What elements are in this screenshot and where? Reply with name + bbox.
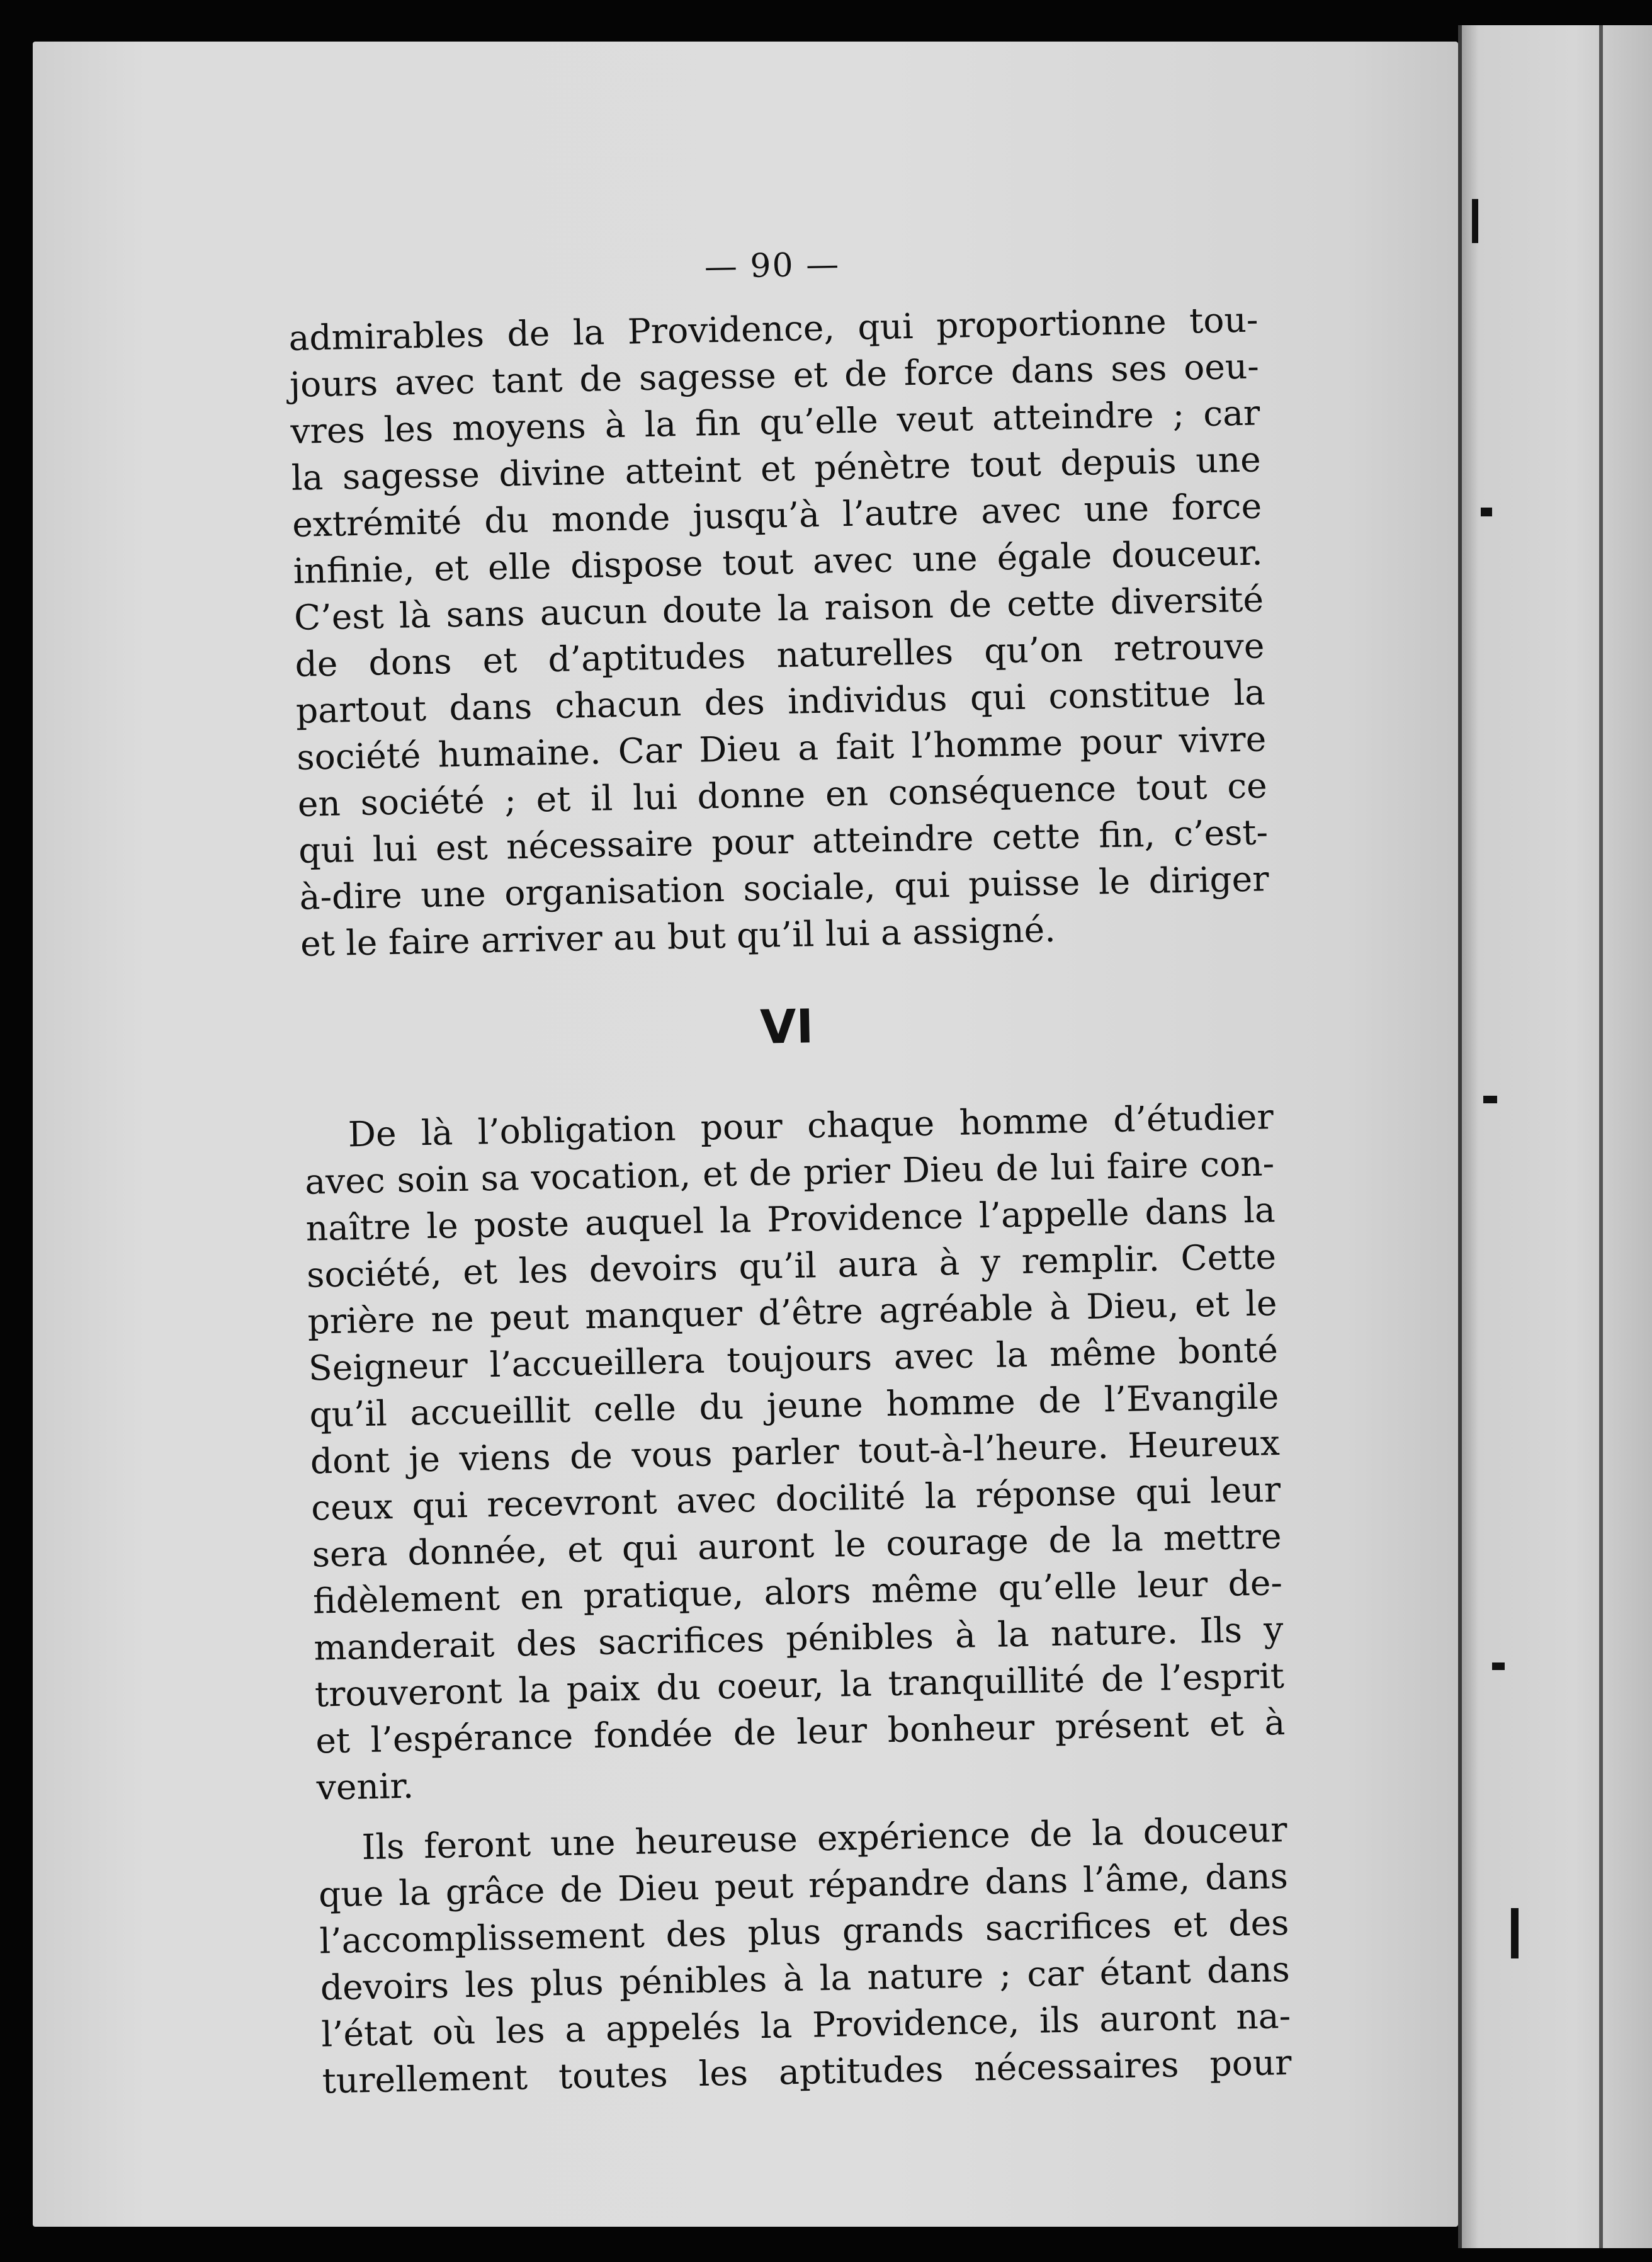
page-fold-shadow [1458, 25, 1462, 2248]
binding-tick-mark [1481, 508, 1492, 516]
text-line: dont je viens de vous parler tout-à-l’heure. Heureux [310, 1423, 1281, 1482]
text-line: devoirs les plus pénibles à la nature ; car étant dans [320, 1948, 1291, 2008]
text-line: la sagesse divine atteint et pénètre tout depuis une [291, 439, 1262, 498]
page-number: — 90 — [704, 246, 840, 287]
text-line: C’est là sans aucun doute la raison de cette diversité [293, 579, 1264, 638]
text-line: qu’il accueillit celle du jeune homme de l’Evangile [308, 1376, 1279, 1435]
text-line: partout dans chacun des individus qui constitue la [295, 672, 1266, 731]
text-line: extrémité du monde jusqu’à l’autre avec une force [291, 486, 1262, 545]
text-line: infinie, et elle dispose tout avec une égale douceur. [293, 532, 1264, 591]
binding-tick-mark [1483, 1096, 1497, 1103]
text-line: de dons et d’aptitudes naturelles qu’on retrouve [294, 625, 1265, 685]
text-line: De là l’obligation pour chaque homme d’étudier [348, 1096, 1274, 1155]
section-heading: VI [759, 999, 815, 1055]
text-line: à-dire une organisation sociale, qui puisse le diriger [299, 858, 1270, 918]
paragraph-1 [288, 296, 1270, 967]
text-line: fidèlement en pratique, alors même qu’elle leur de- [312, 1562, 1283, 1622]
text-line: l’état où les a appelés la Providence, ils auront na- [320, 1995, 1291, 2055]
text-line: que la grâce de Dieu peut répandre dans l’âme, dans [318, 1855, 1289, 1915]
text-line: admirables de la Providence, qui proportionne tou- [288, 299, 1259, 358]
text-line: ceux qui recevront avec docilité la réponse qui leur [310, 1469, 1281, 1528]
text-line: qui lui est nécessaire pour atteindre cette fin, c’est- [298, 812, 1269, 871]
text-line: avec soin sa vocation, et de prier Dieu de lui faire con- [304, 1143, 1275, 1202]
text-line: Ils feront une heureuse expérience de la douceur [361, 1809, 1287, 1868]
adjacent-page-edge [1459, 25, 1652, 2248]
text-line: et l’espérance fondée de leur bonheur présent et à [315, 1702, 1286, 1761]
text-line: sera donnée, et qui auront le courage de la mettre [312, 1516, 1282, 1575]
text-line: société humaine. Car Dieu a fait l’homme pour vivre [296, 719, 1267, 778]
binding-tick-mark [1511, 1908, 1519, 1958]
text-line: naître le poste auquel la Providence l’appelle dans la [305, 1190, 1276, 1249]
text-line: prière ne peut manquer d’être agréable à Dieu, et le [307, 1283, 1277, 1342]
binding-tick-mark [1492, 1662, 1505, 1670]
text-line: turellement toutes les aptitudes nécessaires pour [322, 2042, 1293, 2101]
text-line: l’accomplissement des plus grands sacrifices et des [319, 1902, 1289, 1962]
paragraph-2 [303, 1093, 1286, 1810]
text-line: trouveront la paix du coeur, la tranquillité de l’esprit [314, 1656, 1285, 1715]
paragraph-3 [317, 1806, 1292, 2104]
binding-tick-mark [1472, 199, 1478, 243]
text-line: en société ; et il lui donne en conséquence tout ce [297, 765, 1268, 824]
text-line: venir. [316, 1765, 414, 1808]
page-text-block [287, 233, 1292, 2104]
text-line: société, et les devoirs qu’il aura à y remplir. Cette [306, 1236, 1277, 1295]
text-line: et le faire arriver au but qu’il lui a assigné. [300, 909, 1056, 964]
text-line: Seigneur l’accueillera toujours avec la même bonté [308, 1329, 1279, 1389]
text-line: manderait des sacrifices pénibles à la nature. Ils y [313, 1609, 1284, 1668]
text-line: jours avec tant de sagesse et de force dans ses oeu- [289, 346, 1260, 405]
binding-edge-line [1599, 25, 1603, 2248]
text-line: vres les moyens à la fin qu’elle veut atteindre ; car [290, 392, 1260, 452]
